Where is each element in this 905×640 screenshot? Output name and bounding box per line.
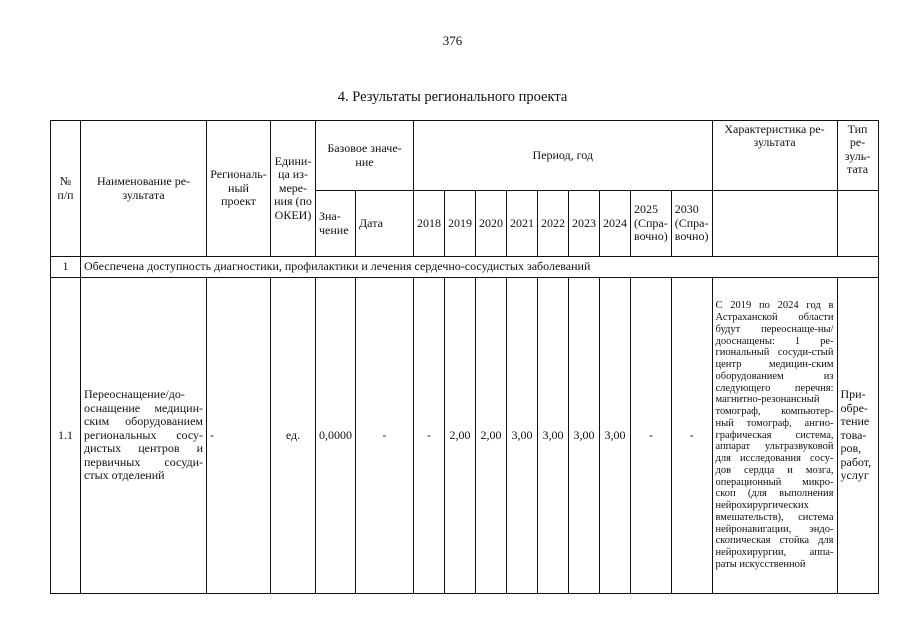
header-type-blank <box>837 191 878 257</box>
header-year-2020: 2020 <box>476 191 507 257</box>
row-base-value: 0,0000 <box>316 278 356 594</box>
header-year-2023: 2023 <box>569 191 600 257</box>
row-value-2018: - <box>414 278 445 594</box>
header-base-value-date: Дата <box>356 191 414 257</box>
results-table <box>50 120 879 594</box>
header-year-2019: 2019 <box>445 191 476 257</box>
header-period: Период, год <box>414 121 713 191</box>
row-value-2022: 3,00 <box>538 278 569 594</box>
header-unit: Едини-ца из-мере-ния (по ОКЕИ) <box>271 121 316 257</box>
header-regional-project: Региональ-ный проект <box>207 121 271 257</box>
row-value-2030: - <box>671 278 712 594</box>
row-value-2025: - <box>631 278 672 594</box>
row-value-2021: 3,00 <box>507 278 538 594</box>
page-number: 376 <box>442 33 463 48</box>
header-result-type: Тип ре-зуль-тата <box>837 121 878 191</box>
row-value-2019: 2,00 <box>445 278 476 594</box>
row-num: 1.1 <box>51 278 81 594</box>
header-characteristic: Характеристика ре-зультата <box>712 121 837 191</box>
section-title-cell: Обеспечена доступность диагностики, профилактики и лечения сердечно-сосудистых заболеваний <box>81 257 879 278</box>
section-title: 4. Результаты регионального проекта <box>337 89 568 105</box>
row-result-type: При-обре-тение това-ров, работ, услуг <box>837 278 878 594</box>
header-base-value-value: Зна-чение <box>316 191 356 257</box>
header-characteristic-blank <box>712 191 837 257</box>
header-year-2022: 2022 <box>538 191 569 257</box>
row-value-2020: 2,00 <box>476 278 507 594</box>
row-name: Переоснащение/до-оснащение медицин-ским оборудованием региональных сосу-дистых центров и первичных сосуди-стых отделений <box>81 278 207 594</box>
row-value-2024: 3,00 <box>600 278 631 594</box>
header-row-1 <box>51 121 879 191</box>
header-num: № п/п <box>51 121 81 257</box>
row-characteristic: С 2019 по 2024 год в Астраханской области будут переоснаще-ны/дооснащены: 1 ре-гиональный сосуди-стый центр медицин-ским оборудованием из следующего перечня: магнитно-резонансный томограф, компьютер-ный томограф, ангио-графическая система, аппарат ультразвуковой для исследования сосу-дов сердца и мозга, операционный микро-скоп (для выполнения нейрохирургических вмешательств), система нейронавигации, эндо-скопическая стойка для нейрохирургии, аппа-раты искусственной <box>712 278 837 594</box>
section-row <box>51 257 879 278</box>
header-year-2025: 2025 (Спра-вочно) <box>631 191 672 257</box>
table-row <box>51 278 879 594</box>
header-year-2024: 2024 <box>600 191 631 257</box>
row-value-2023: 3,00 <box>569 278 600 594</box>
section-num: 1 <box>51 257 81 278</box>
header-name: Наименование ре-зультата <box>81 121 207 257</box>
row-unit: ед. <box>271 278 316 594</box>
header-base-value: Базовое значе-ние <box>316 121 414 191</box>
header-year-2018: 2018 <box>414 191 445 257</box>
header-year-2030: 2030 (Спра-вочно) <box>671 191 712 257</box>
header-year-2021: 2021 <box>507 191 538 257</box>
row-regional-project: - <box>207 278 271 594</box>
row-base-date: - <box>356 278 414 594</box>
